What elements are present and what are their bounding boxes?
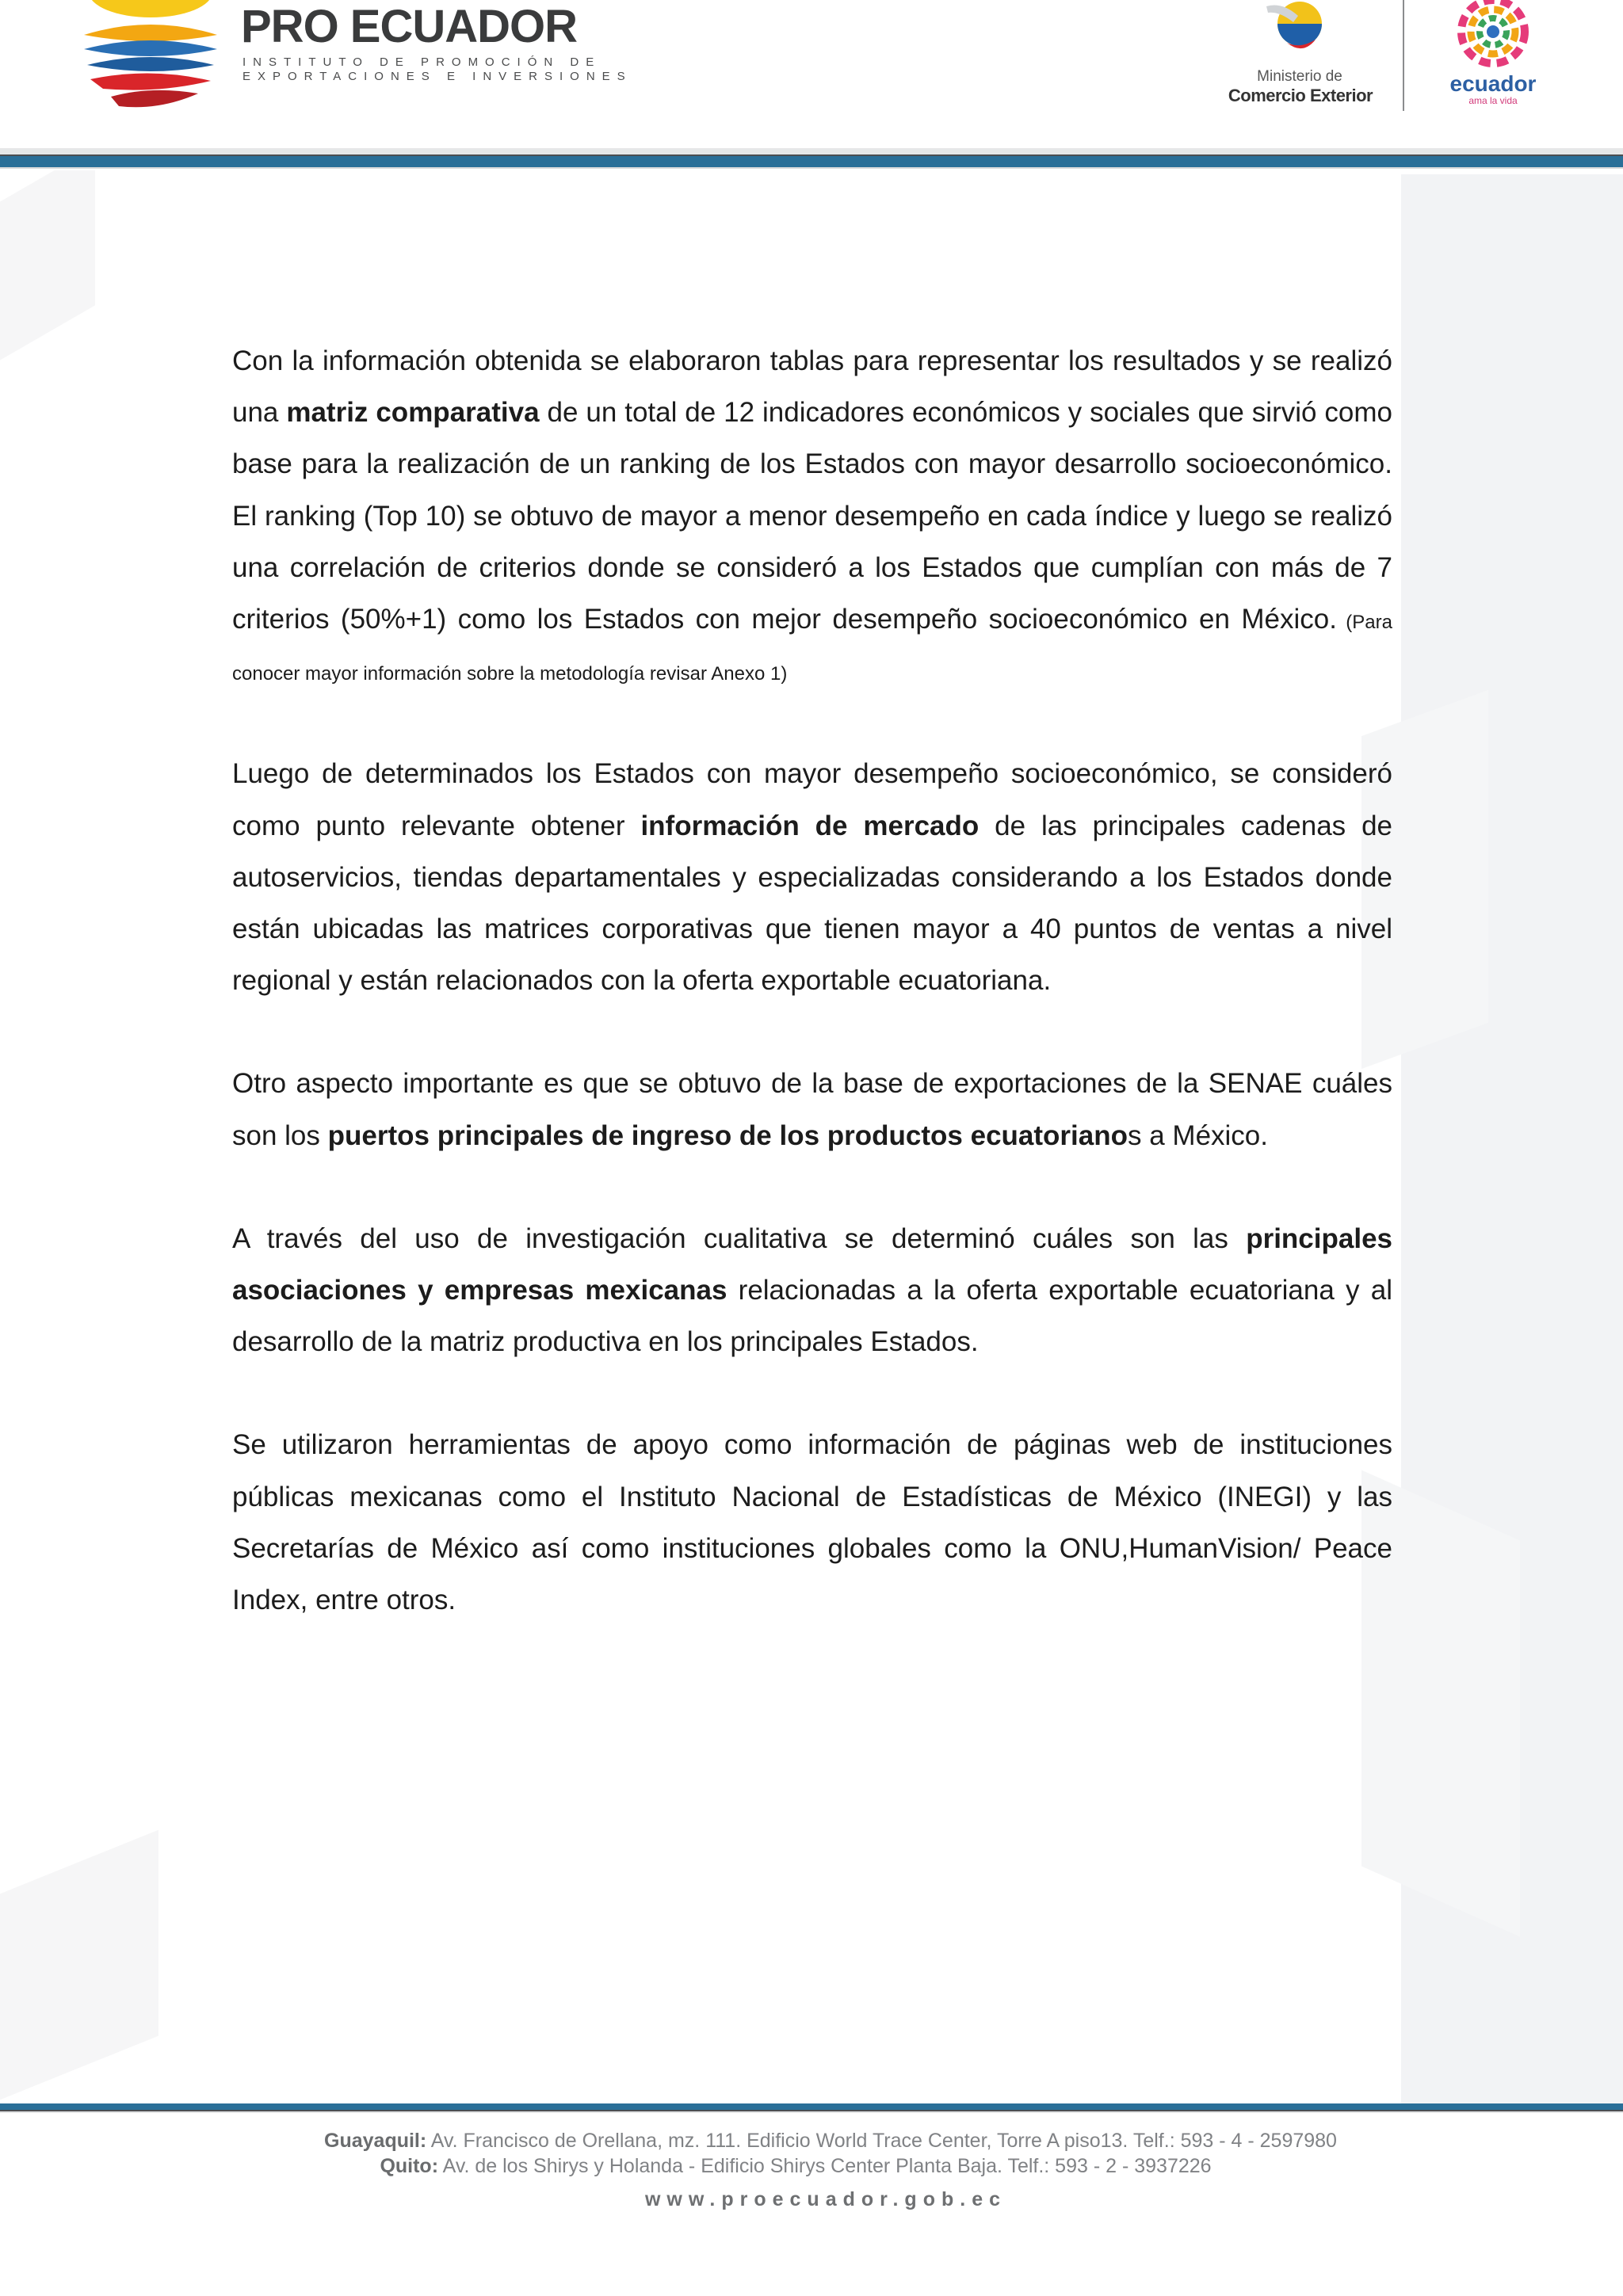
header-divider [1403, 0, 1404, 111]
bold-term: matriz comparativa [286, 397, 540, 429]
footer-website: www.proecuador.gob.ec [644, 2188, 1006, 2210]
pro-ecuador-logo-icon [79, 0, 222, 119]
ministry-name-line2: Comercio Exterior [1228, 86, 1373, 105]
page-header [0, 0, 1623, 170]
brand-subtitle-line1: INSTITUTO DE PROMOCIÓN DE [242, 55, 601, 69]
text-run: s a México. [1128, 1119, 1268, 1151]
text-run: relacionadas a la oferta exportable ecuatoriana y al desarrollo de la matriz productiva en los principales Estados. [232, 1275, 1392, 1358]
text-run: Con la información obtenida se elaboraron tablas para representar los resultados y se realizó una [232, 345, 1392, 429]
text-run: de un total de 12 indicadores económicos y sociales que sirvió como base para la realización de un ranking de los Estados con mayor desarrollo socioeconómico. El ranking (Top 10) se obtuvo de mayor a menor desempeño en cada índice y luego se realizó una correlación de criterios donde se consideró a los Estados que cumplían con más de 7 criterios (50%+1) como los Estados con mejor desempeño socioeconómico en México. [232, 397, 1392, 635]
methodology-note: (Para conocer mayor información sobre la metodología revisar Anexo 1) [232, 612, 1392, 685]
footer-address-text: Av. Francisco de Orellana, mz. 111. Edificio World Trace Center, Torre A piso13. Telf.: 593 - 4 - 2597980 [426, 2130, 1337, 2152]
header-rule [0, 148, 1623, 169]
country-brand-word: ecuador [1449, 71, 1537, 96]
bold-term: puertos principales de ingreso de los productos ecuatoriano [327, 1119, 1128, 1151]
paragraph-methodology [232, 335, 1392, 696]
text-run: Se utilizaron herramientas de apoyo como información de páginas web de instituciones públicas mexicanas como el Instituto Nacional de Estadísticas de México (INEGI) y las Secretarías de México así como instituciones globales como la ONU,HumanVision/ Peace Index, entre otros. [232, 1429, 1392, 1616]
text-run: A través del uso de investigación cualitativa se determinó cuáles son las [232, 1222, 1247, 1254]
footer-guayaquil-address [19, 2130, 1623, 2153]
document-body [232, 335, 1392, 1626]
background-watermark [0, 1830, 158, 2100]
paragraph-associations [232, 1213, 1392, 1368]
footer-address-text: Av. de los Shirys y Holanda - Edificio Shirys Center Planta Baja. Telf.: 593 - 2 - 3937226 [438, 2155, 1212, 2177]
paragraph-market-info [232, 748, 1392, 1006]
brand-name: PRO ECUADOR [241, 1, 578, 52]
footer-rule [0, 2103, 1623, 2113]
text-run: Otro aspecto importante es que se obtuvo de la base de exportaciones de la SENAE cuáles son los [232, 1068, 1392, 1151]
country-brand-tagline: ama la vida [1468, 95, 1518, 106]
ecuador-brand-flower-icon [1447, 0, 1539, 73]
footer-quito-address [0, 2155, 1607, 2178]
paragraph-tools [232, 1419, 1392, 1626]
bold-term: principales asociaciones y empresas mexicanas [232, 1222, 1392, 1306]
text-run: de las principales cadenas de autoservicios, tiendas departamentales y especializadas considerando a los Estados donde están ubicadas las matrices corporativas que tienen mayor a 40 puntos de ventas a nivel regional y están relacionados con la oferta exportable ecuatoriana. [232, 810, 1392, 997]
paragraph-ports [232, 1058, 1392, 1161]
ministry-emblem-icon [1263, 0, 1327, 62]
brand-subtitle-line2: EXPORTACIONES E INVERSIONES [242, 70, 632, 83]
bold-term: información de mercado [640, 810, 980, 841]
text-run: Luego de determinados los Estados con mayor desempeño socioeconómico, se consideró como punto relevante obtener [232, 758, 1392, 841]
background-watermark [0, 147, 95, 360]
footer-city-label: Quito: [380, 2155, 439, 2177]
ministry-name-line1: Ministerio de [1257, 68, 1342, 85]
footer-city-label: Guayaquil: [324, 2130, 427, 2152]
